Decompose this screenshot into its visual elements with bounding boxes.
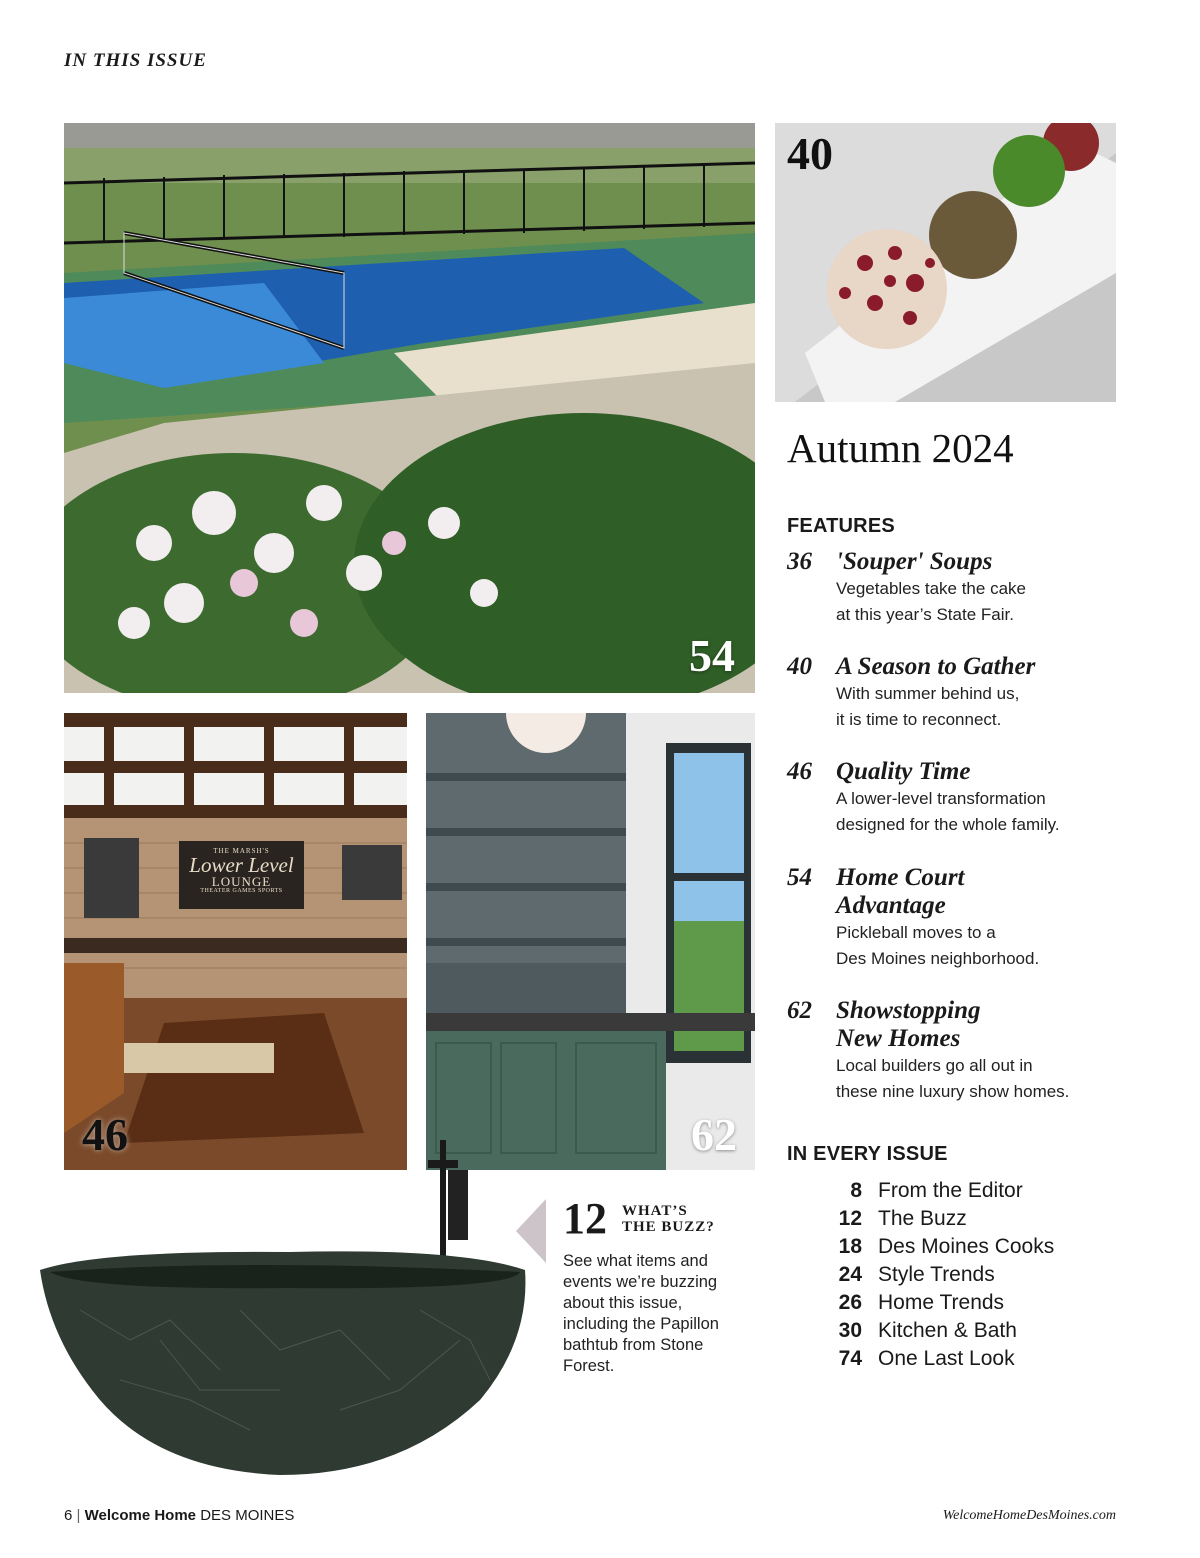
every-issue-item[interactable]: 74 One Last Look [838,1347,1015,1370]
every-issue-item[interactable]: 8 From the Editor [850,1179,1023,1202]
feature-title: A Season to Gather [836,653,1036,680]
feature-page-number: 40 [787,653,812,680]
page-number-badge: 40 [787,128,833,179]
feature-item[interactable] [787,548,1127,628]
page-number-badge: 62 [691,1109,737,1160]
feature-description: A lower-level transformation designed for the whole family. [836,789,1060,834]
lounge-sign: THE MARSH'S Lower Level LOUNGE THEATER GAMES SPORTS [189,847,294,894]
footer-folio: 6 | Welcome Home DES MOINES [64,1507,295,1524]
feature-item[interactable] [787,997,1127,1105]
feature-title: Quality Time [836,758,971,785]
feature-title: 'Souper' Soups [836,548,993,575]
feature-item[interactable] [787,758,1127,838]
page-number-badge: 54 [689,630,735,681]
feature-description: With summer behind us, it is time to reconnect. [836,684,1020,729]
kitchen-pantry-photo[interactable] [426,713,755,1170]
feature-title: Showstopping New Homes [836,997,981,1052]
feature-page-number: 36 [787,548,812,575]
every-issue-item[interactable]: 30 Kitchen & Bath [838,1319,1017,1342]
features-heading: FEATURES [787,515,895,537]
buzz-page-number: 12 [563,1194,607,1243]
lower-level-lounge-photo[interactable] [64,713,407,1170]
issue-title: Autumn 2024 [787,425,1014,471]
pickleball-court-photo[interactable] [64,123,755,693]
feature-description: Vegetables take the cake at this year’s State Fair. [836,579,1026,624]
feature-page-number: 62 [787,997,812,1024]
every-issue-list [820,1177,1054,1373]
cheese-balls-photo[interactable] [775,123,1116,402]
feature-description: Local builders go all out in these nine luxury show homes. [836,1056,1070,1101]
section-kicker: IN THIS ISSUE [64,50,207,71]
feature-page-number: 54 [787,864,812,891]
every-issue-item[interactable]: 18 Des Moines Cooks [838,1235,1055,1258]
every-issue-item[interactable]: 12 The Buzz [838,1207,967,1230]
stone-bathtub-photo[interactable] [40,1140,530,1480]
footer-url[interactable]: WelcomeHomeDesMoines.com [942,1508,1116,1523]
feature-title: Home Court Advantage [836,864,965,919]
buzz-pointer-icon [516,1199,546,1263]
feature-description: Pickleball moves to a Des Moines neighborhood. [836,923,1040,968]
feature-item[interactable] [787,864,1127,972]
feature-page-number: 46 [787,758,812,785]
every-issue-item[interactable]: 26 Home Trends [838,1291,1005,1314]
every-issue-item[interactable]: 24 Style Trends [838,1263,995,1286]
every-issue-heading: IN EVERY ISSUE [787,1143,948,1165]
buzz-title[interactable]: WHAT’S THE BUZZ? [622,1203,715,1235]
feature-item[interactable] [787,653,1127,733]
page-number-badge: 46 [82,1109,128,1160]
buzz-description: See what items and events we’re buzzing about this issue, including the Papillon bathtub from Stone Forest. [563,1252,719,1375]
